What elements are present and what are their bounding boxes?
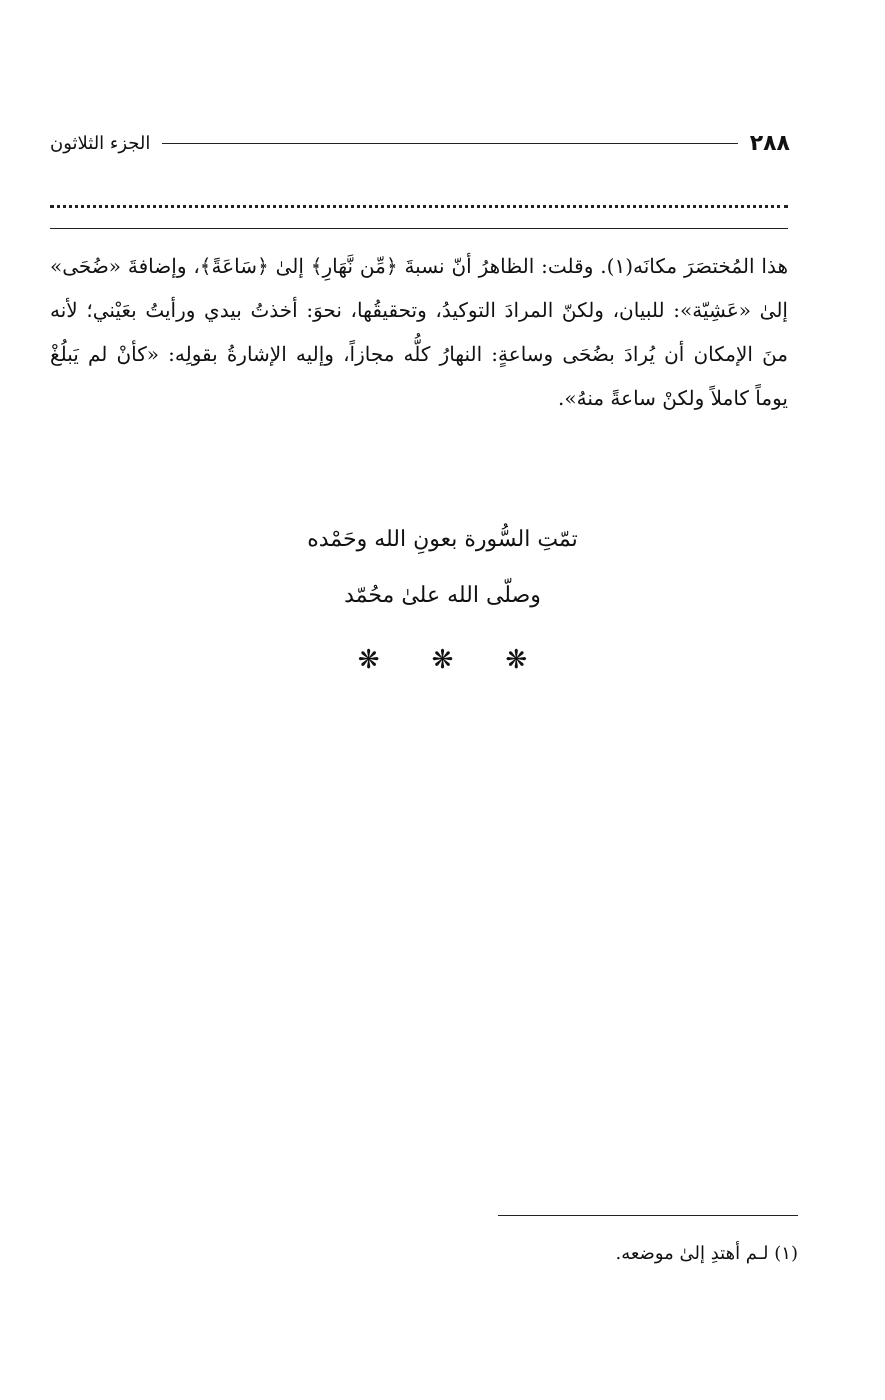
ornament-row	[0, 640, 885, 680]
closing-colophon	[0, 512, 885, 624]
body-paragraph: هذا المُختصَرَ مكانَه(١). وقلت: الظاهرُ أنّ نسبةَ ﴿مِّن نَّهَارِ﴾ إلىٰ ﴿سَاعَةً﴾، وإضافةَ «ضُحَى» إلىٰ «عَشِيّة»: للبيان، ولكنّ المرادَ التوكيدُ، وتحقيقُها، نحوَ: أخذتُ بيدي ورأيتُ بعَيْني؛ لأنه منَ الإمكان أن يُرادَ بضُحَى وساعةٍ: النهارُ كلُّه مجازاً، وإليه الإشارةُ بقولِه: «كأنْ لم يَبلُغْ يوماً كاملاً ولكنْ ساعةً منهُ».	[50, 254, 789, 410]
running-header	[50, 123, 790, 163]
running-title: الجزء الثلاثون	[50, 132, 151, 154]
top-rule	[50, 228, 788, 229]
closing-line-2: وصلّى الله علىٰ محُمّد	[344, 583, 541, 608]
closing-line-1: تمّتِ السُّورة بعونِ الله وحَمْده	[307, 527, 578, 552]
page-number: ٢٨٨	[749, 130, 790, 156]
asterism-icon: ❋	[505, 645, 528, 675]
footnote-1: (١) لـم أهتدِ إلىٰ موضعه.	[615, 1243, 798, 1264]
dotted-separator	[50, 205, 788, 208]
footnote-rule	[498, 1215, 798, 1216]
asterism-icon: ❋	[357, 645, 380, 675]
header-rule	[162, 143, 737, 144]
asterism-icon: ❋	[431, 645, 454, 675]
